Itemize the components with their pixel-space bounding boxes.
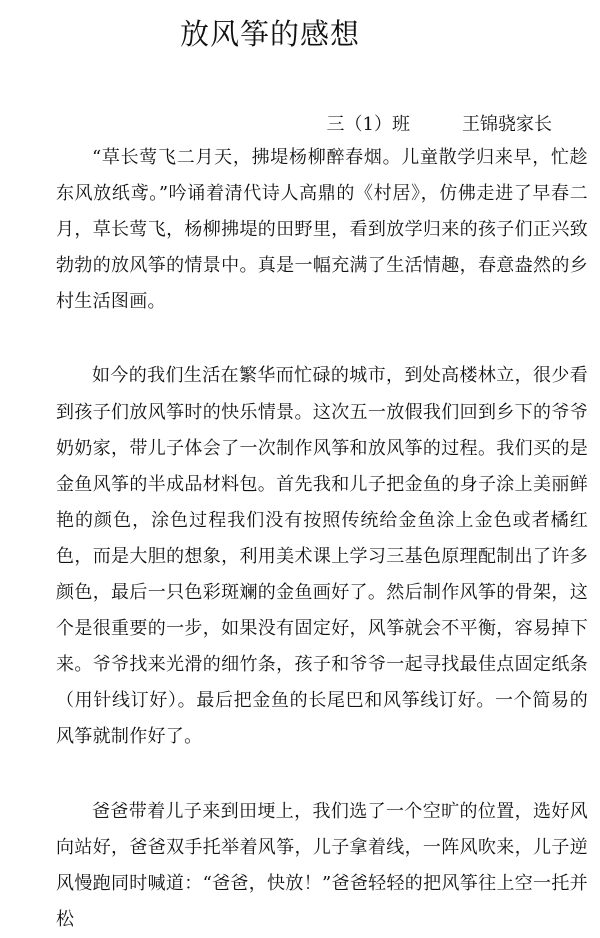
author-name: 王锦骁家长 (462, 114, 552, 135)
class-name: 三（1）班 (326, 114, 410, 135)
paragraph-2: 如今的我们生活在繁华而忙碌的城市，到处高楼林立，很少看到孩子们放风筝时的快乐情景。这次五一放假我们回到乡下的爷爷奶奶家，带儿子体会了一次制作风筝和放风筝的过程。我们买的是金鱼风筝的半成品材料包。首先我和儿子把金鱼的身子涂上美丽鲜艳的颜色，涂色过程我们没有按照传统给金鱼涂上金色或者橘红色，而是大胆的想象，利用美术课上学习三基色原理配制出了许多颜色，最后一只色彩斑斓的金鱼画好了。然后制作风筝的骨架，这个是很重要的一步，如果没有固定好，风筝就会不平衡，容易掉下来。爷爷找来光滑的细竹条，孩子和爷爷一起寻找最佳点固定纸条（用针线订好）。最后把金鱼的长尾巴和风筝线订好。一个简易的风筝就制作好了。 (56, 365, 588, 748)
article-body (56, 140, 588, 938)
document-title: 放风筝的感想 (179, 17, 360, 51)
paragraph-3: 爸爸带着儿子来到田埂上，我们选了一个空旷的位置，选好风向站好，爸爸双手托举着风筝，儿子拿着线，一阵风吹来，儿子逆风慢跑同时喊道：“爸爸，快放！”爸爸轻轻的把风筝往上空一托并松 (56, 800, 588, 930)
paragraph-1: “草长莺飞二月天，拂堤杨柳醉春烟。儿童散学归来早，忙趁东风放纸鸢。”吟诵着清代诗人高鼎的《村居》，仿佛走进了早春二月，草长莺飞，杨柳拂堤的田野里，看到放学归来的孩子们正兴致勃勃的放风筝的情景中。真是一幅充满了生活情趣，春意盎然的乡村生活图画。 (56, 147, 588, 313)
